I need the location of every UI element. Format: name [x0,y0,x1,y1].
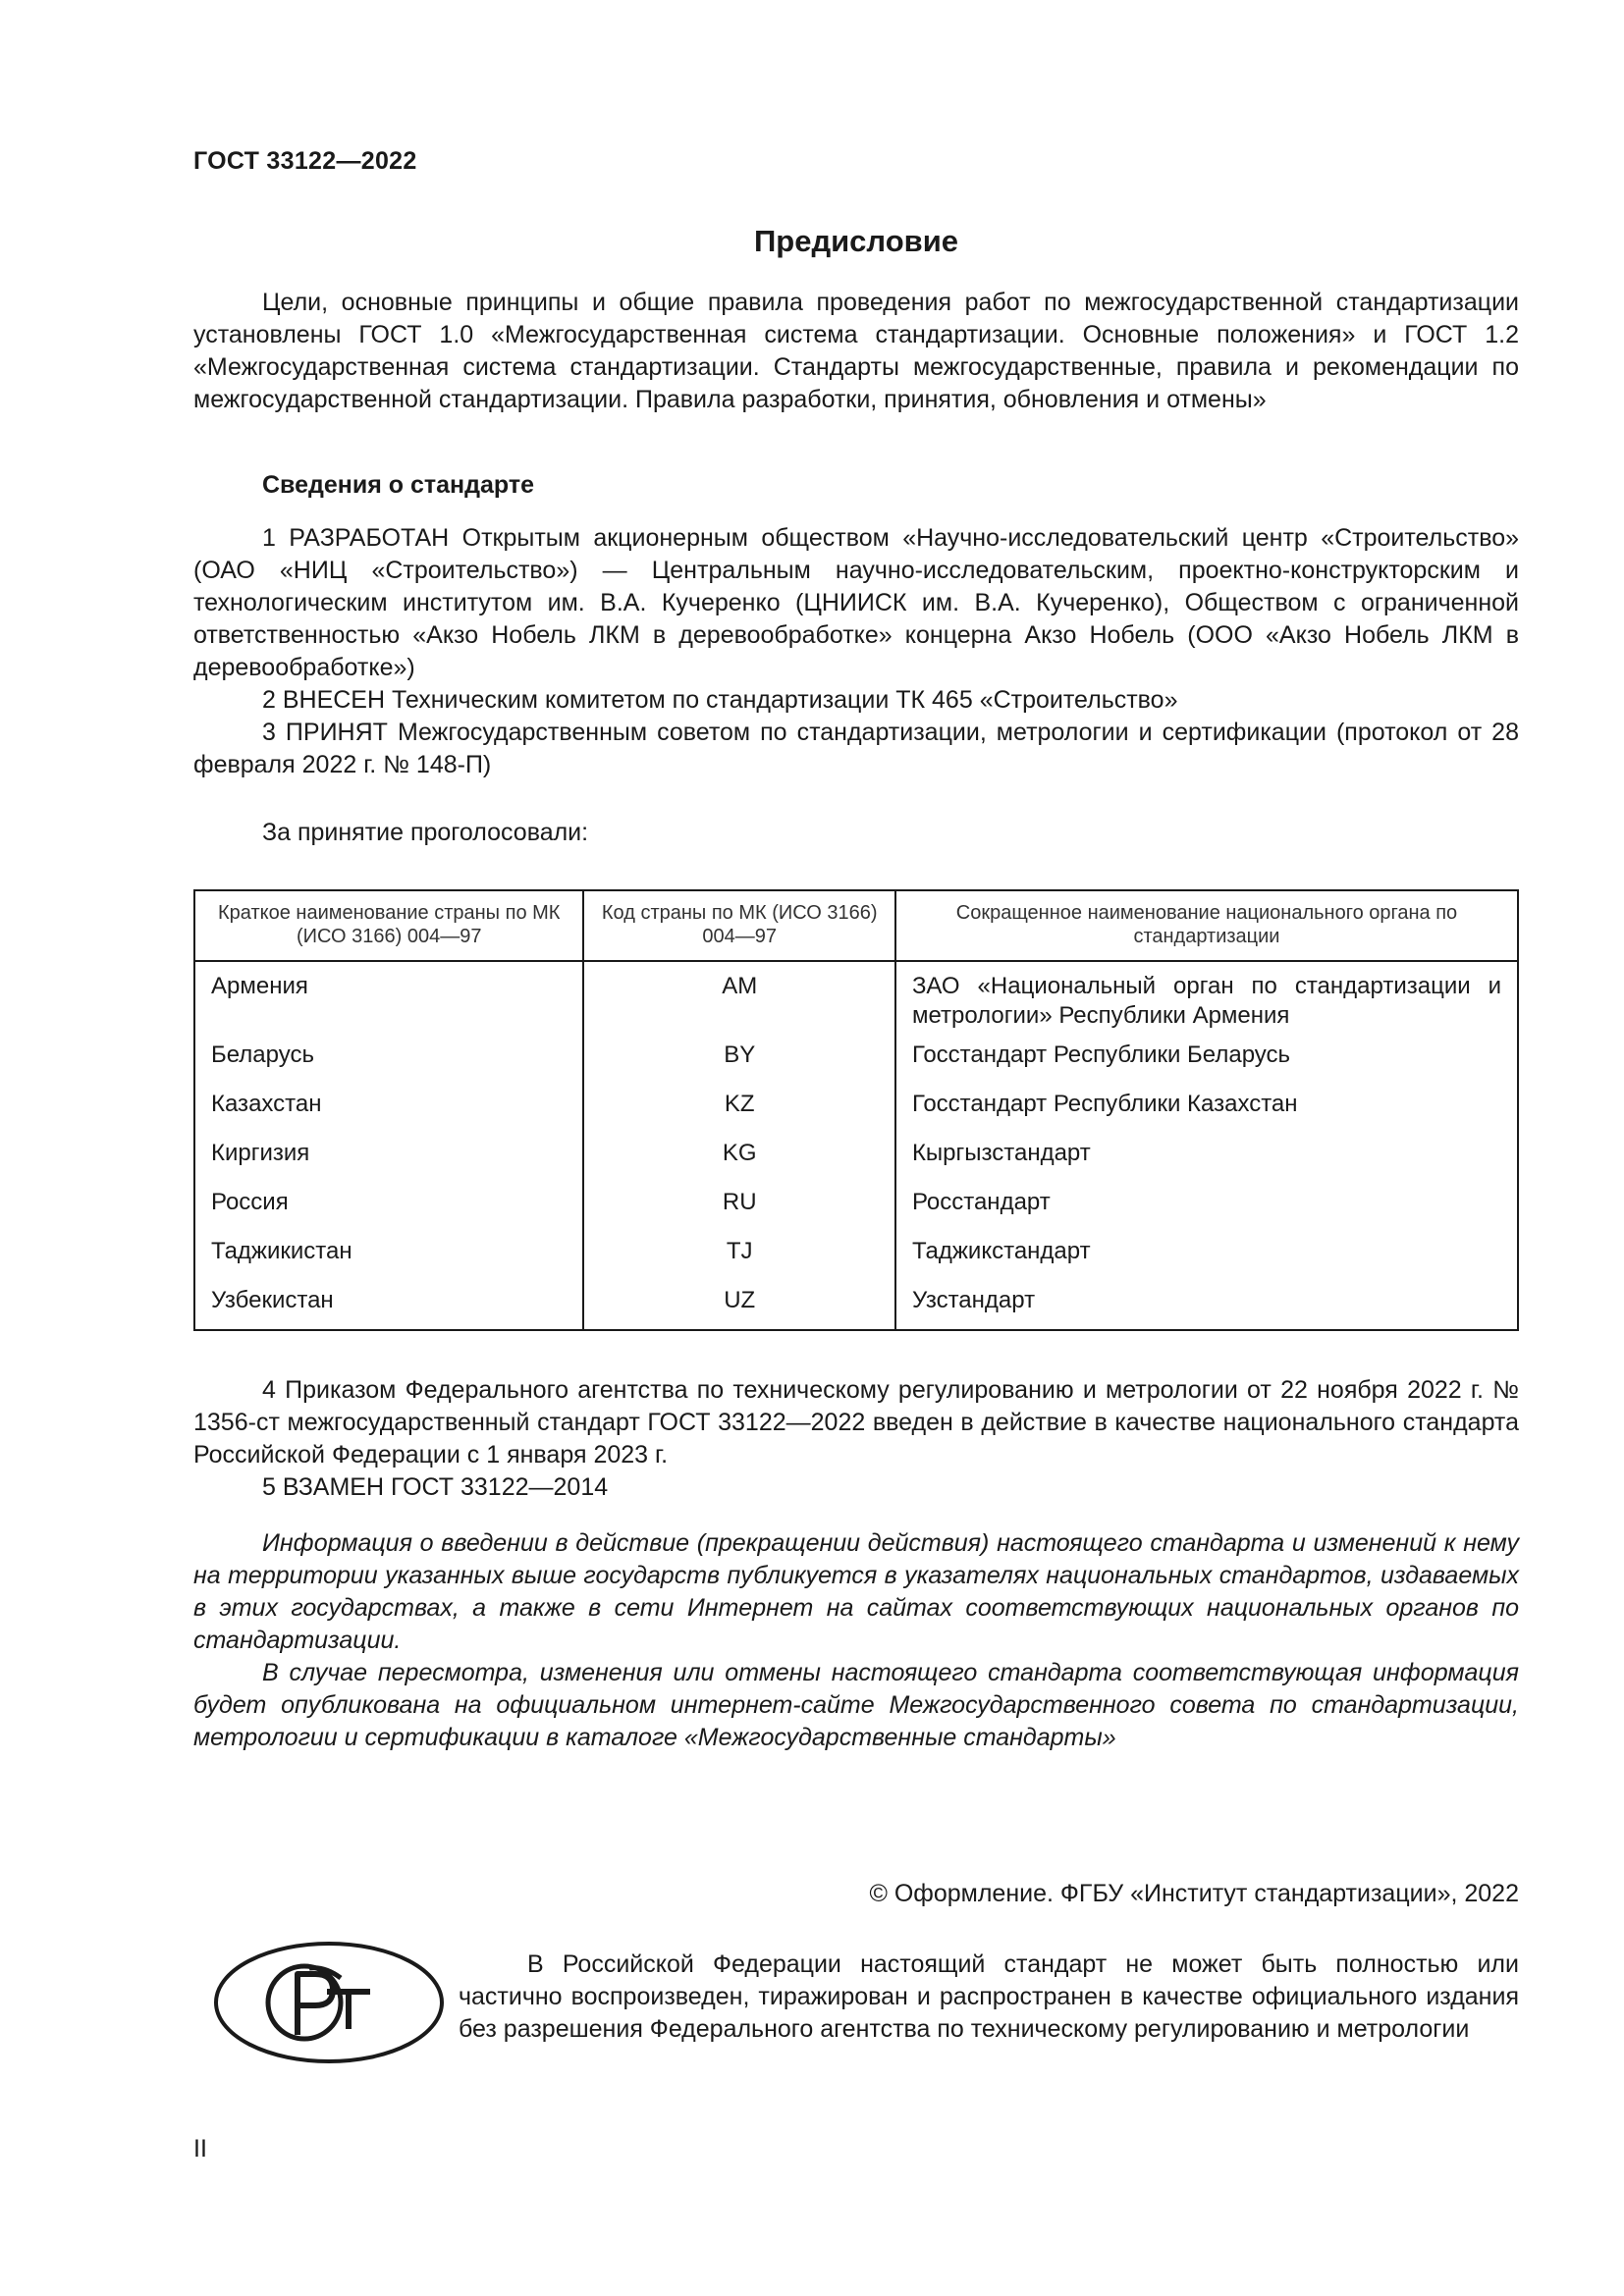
publication-notice [193,1527,1519,1754]
org-cell: Росстандарт [895,1188,1518,1237]
page-title: Предисловие [753,224,958,258]
standard-info-list [193,522,1519,781]
intro-paragraph-block [193,287,1519,416]
rights-notice [459,1949,1519,2046]
intro-paragraph: Цели, основные принципы и общие правила проведения работ по межгосударственной стандартизации установлены ГОСТ 1.0 «Межгосударственная система стандартизации. Основные положения» и ГОСТ 1.2 «Межгосударственная система стандартизации. Стандарты межгосударственные, правила и рекомендации по межгосударственной стандартизации. Правила разработки, принятия, обновления и отмены» [193,289,1519,413]
info-item-3: 3 ПРИНЯТ Межгосударственным советом по стандартизации, метрологии и сертификации (протокол от 28 февраля 2022 г. № 148-П) [193,719,1519,778]
info-item-5: 5 ВЗАМЕН ГОСТ 33122—2014 [262,1473,609,1501]
code-cell: AM [583,961,894,1041]
country-cell: Армения [194,961,583,1041]
info-heading: Сведения о стандарте [262,471,535,499]
info-item-2: 2 ВНЕСЕН Техническим комитетом по стандартизации ТК 465 «Строительство» [262,686,1178,714]
org-cell: ЗАО «Национальный орган по стандартизации и метрологии» Республики Армения [895,961,1518,1041]
voted-label: За принятие проголосовали: [262,819,589,846]
country-cell: Беларусь [194,1041,583,1090]
org-cell: Кыргызстандарт [895,1139,1518,1188]
copyright-line: © Оформление. ФГБУ «Институт стандартизации», 2022 [869,1880,1519,1907]
country-cell: Казахстан [194,1090,583,1139]
code-cell: UZ [583,1286,894,1330]
code-cell: KG [583,1139,894,1188]
info-item-1: 1 РАЗРАБОТАН Открытым акционерным обществом «Научно-исследовательский центр «Строительство» (ОАО «НИЦ «Строительство») — Центральным научно-исследовательским, проектно-конструкторским и технологическим институтом им. В.А. Кучеренко (ЦНИИСК им. В.А. Кучеренко), Обществом с ограниченной ответственностью «Акзо Нобель ЛКМ в деревообработке» концерна Акзо Нобель (ООО «Акзо Нобель ЛКМ в деревообработке») [193,524,1519,681]
code-cell: KZ [583,1090,894,1139]
rights-paragraph: В Российской Федерации настоящий стандарт не может быть полностью или частично воспроизведен, тиражирован и распространен в качестве официального издания без разрешения Федерального агентства по техническому регулированию и метрологии [459,1950,1519,2043]
org-cell: Узстандарт [895,1286,1518,1330]
country-cell: Россия [194,1188,583,1237]
code-cell: RU [583,1188,894,1237]
notice-paragraph-2: В случае пересмотра, изменения или отмены настоящего стандарта соответствующая информация будет опубликована на официальном интернет-сайте Межгосударственного совета по стандартизации, метрологии и сертификации в каталоге «Межгосударственные стандарты» [193,1659,1519,1751]
table-row [194,1286,1518,1330]
country-cell: Киргизия [194,1139,583,1188]
org-cell: Госстандарт Республики Казахстан [895,1090,1518,1139]
code-cell: BY [583,1041,894,1090]
member-states-table [193,889,1519,1331]
page-number: II [193,2135,207,2163]
standard-code-header: ГОСТ 33122—2022 [193,147,417,175]
header-org: Сокращенное наименование национального органа по стандартизации [895,890,1518,961]
org-cell: Таджикстандарт [895,1237,1518,1286]
code-cell: TJ [583,1237,894,1286]
table-row [194,1237,1518,1286]
rst-certification-logo-icon [211,1939,447,2066]
table-row [194,1188,1518,1237]
country-cell: Таджикистан [194,1237,583,1286]
header-country: Краткое наименование страны по МК (ИСО 3166) 004—97 [194,890,583,961]
table-row [194,1139,1518,1188]
table-row [194,961,1518,1041]
org-cell: Госстандарт Республики Беларусь [895,1041,1518,1090]
country-cell: Узбекистан [194,1286,583,1330]
header-code: Код страны по МК (ИСО 3166) 004—97 [583,890,894,961]
notice-paragraph-1: Информация о введении в действие (прекращении действия) настоящего стандарта и изменений к нему на территории указанных выше государств публикуется в указателях национальных стандартов, издаваемых в этих государствах, а также в сети Интернет на сайтах соответствующих национальных органов по стандартизации. [193,1529,1519,1654]
info-item-4: 4 Приказом Федерального агентства по техническому регулированию и метрологии от 22 ноября 2022 г. № 1356-ст межгосударственный стандарт ГОСТ 33122—2022 введен в действие в качестве национального стандарта Российской Федерации с 1 января 2023 г. [193,1376,1519,1468]
enactment-list [193,1374,1519,1504]
table-row [194,1090,1518,1139]
table-row [194,1041,1518,1090]
table-header-row [194,890,1518,961]
